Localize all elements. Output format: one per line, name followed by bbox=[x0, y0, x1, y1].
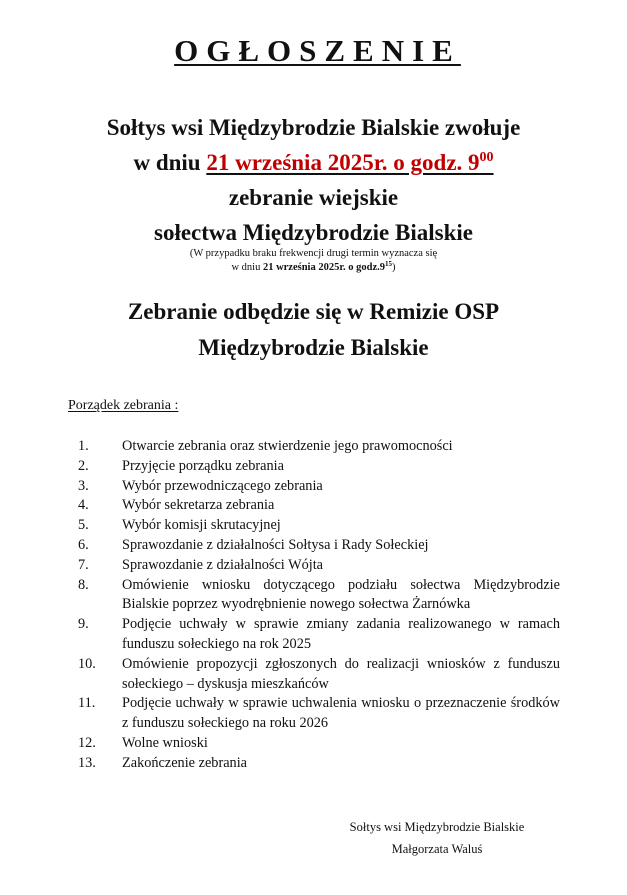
list-item bbox=[78, 556, 560, 576]
agenda-item-text: Wolne wnioski bbox=[122, 734, 208, 751]
list-item bbox=[78, 655, 560, 695]
agenda-item-text: Sprawozdanie z działalności Wójta bbox=[122, 556, 324, 573]
agenda-item-number: 2. bbox=[78, 457, 89, 474]
list-item bbox=[78, 576, 560, 616]
announcement-intro bbox=[0, 110, 627, 250]
note-date-prefix: w dniu bbox=[231, 262, 263, 273]
agenda-item-number: 9. bbox=[78, 616, 89, 633]
agenda-item-number: 4. bbox=[78, 497, 89, 514]
agenda-item-number: 6. bbox=[78, 536, 89, 553]
list-item bbox=[78, 734, 560, 754]
agenda-item-text: Przyjęcie porządku zebrania bbox=[122, 457, 284, 474]
meeting-time-minutes: 00 bbox=[479, 150, 494, 165]
list-item bbox=[78, 477, 560, 497]
agenda-item-text: Omówienie wniosku dotyczącego podziału sołectwa Międzybrodzie Bialskie poprzez wyodrębnienie nowego sołectwa Żarnówka bbox=[122, 576, 560, 613]
intro-line-convener: Sołtys wsi Międzybrodzie Bialskie zwołuje bbox=[106, 115, 521, 140]
agenda-item-text: Wybór sekretarza zebrania bbox=[122, 497, 275, 514]
page-title: OGŁOSZENIE bbox=[174, 33, 461, 68]
location-line-2: Międzybrodzie Bialskie bbox=[198, 335, 429, 360]
agenda-item-text: Zakończenie zebrania bbox=[122, 754, 248, 771]
agenda-item-number: 5. bbox=[78, 517, 89, 534]
signature-name: Małgorzata Waluś bbox=[391, 842, 483, 856]
meeting-location bbox=[0, 294, 627, 366]
agenda-heading: Porządek zebrania : bbox=[68, 398, 179, 413]
agenda-item-number: 11. bbox=[78, 695, 96, 712]
signature-role: Sołtys wsi Międzybrodzie Bialskie bbox=[349, 820, 525, 834]
agenda-list bbox=[78, 437, 560, 774]
intro-line-village: sołectwa Międzybrodzie Bialskie bbox=[154, 220, 473, 245]
agenda-item-number: 10. bbox=[78, 655, 96, 672]
intro-line-meeting-type: zebranie wiejskie bbox=[228, 185, 399, 210]
agenda-item-text: Podjęcie uchwały w sprawie uchwalenia wniosku o przeznaczenie środków z funduszu sołeckiego na roku 2026 bbox=[122, 695, 560, 732]
agenda-item-text: Sprawozdanie z działalności Sołtysa i Rady Sołeckiej bbox=[122, 536, 429, 553]
list-item bbox=[78, 615, 560, 655]
agenda-item-text: Wybór przewodniczącego zebrania bbox=[122, 477, 323, 494]
meeting-date-time bbox=[206, 150, 493, 175]
agenda-item-number: 1. bbox=[78, 438, 89, 454]
list-item bbox=[78, 694, 560, 734]
agenda-item-text: Wybór komisji skrutacyjnej bbox=[122, 517, 281, 534]
agenda-item-text: Podjęcie uchwały w sprawie zmiany zadania realizowanego w ramach funduszu sołeckiego na rok 2025 bbox=[122, 616, 560, 652]
list-item bbox=[78, 457, 560, 477]
intro-line-date bbox=[0, 145, 627, 180]
agenda-item-number: 12. bbox=[78, 734, 96, 751]
note-second-time-minutes: 15 bbox=[385, 260, 393, 268]
note-second-date: 21 września 2025r. o godz.9 bbox=[262, 262, 386, 273]
agenda-item-number: 8. bbox=[78, 576, 89, 593]
list-item bbox=[78, 496, 560, 516]
intro-date-prefix: w dniu bbox=[133, 150, 207, 175]
note-line-2 bbox=[0, 261, 627, 275]
signature-block bbox=[330, 816, 544, 860]
list-item bbox=[78, 437, 560, 457]
agenda-item-text: Omówienie propozycji zgłoszonych do realizacji wniosków z funduszu sołeckiego – dyskusja mieszkańców bbox=[122, 655, 560, 692]
agenda-item-number: 3. bbox=[78, 477, 89, 494]
list-item bbox=[78, 516, 560, 536]
list-item bbox=[78, 754, 560, 774]
agenda-item-text: Otwarcie zebrania oraz stwierdzenie jego prawomocności bbox=[122, 438, 453, 454]
agenda-item-number: 13. bbox=[78, 754, 96, 771]
list-item bbox=[78, 536, 560, 556]
agenda-item-number: 7. bbox=[78, 556, 89, 573]
location-line-1: Zebranie odbędzie się w Remizie OSP bbox=[127, 299, 500, 324]
meeting-date-time-text: 21 września 2025r. o godz. 9 bbox=[206, 150, 480, 175]
note-line-1: (W przypadku braku frekwencji drugi termin wyznacza się bbox=[189, 248, 438, 259]
note-closing-paren: ) bbox=[392, 262, 396, 273]
second-term-note bbox=[0, 247, 627, 275]
